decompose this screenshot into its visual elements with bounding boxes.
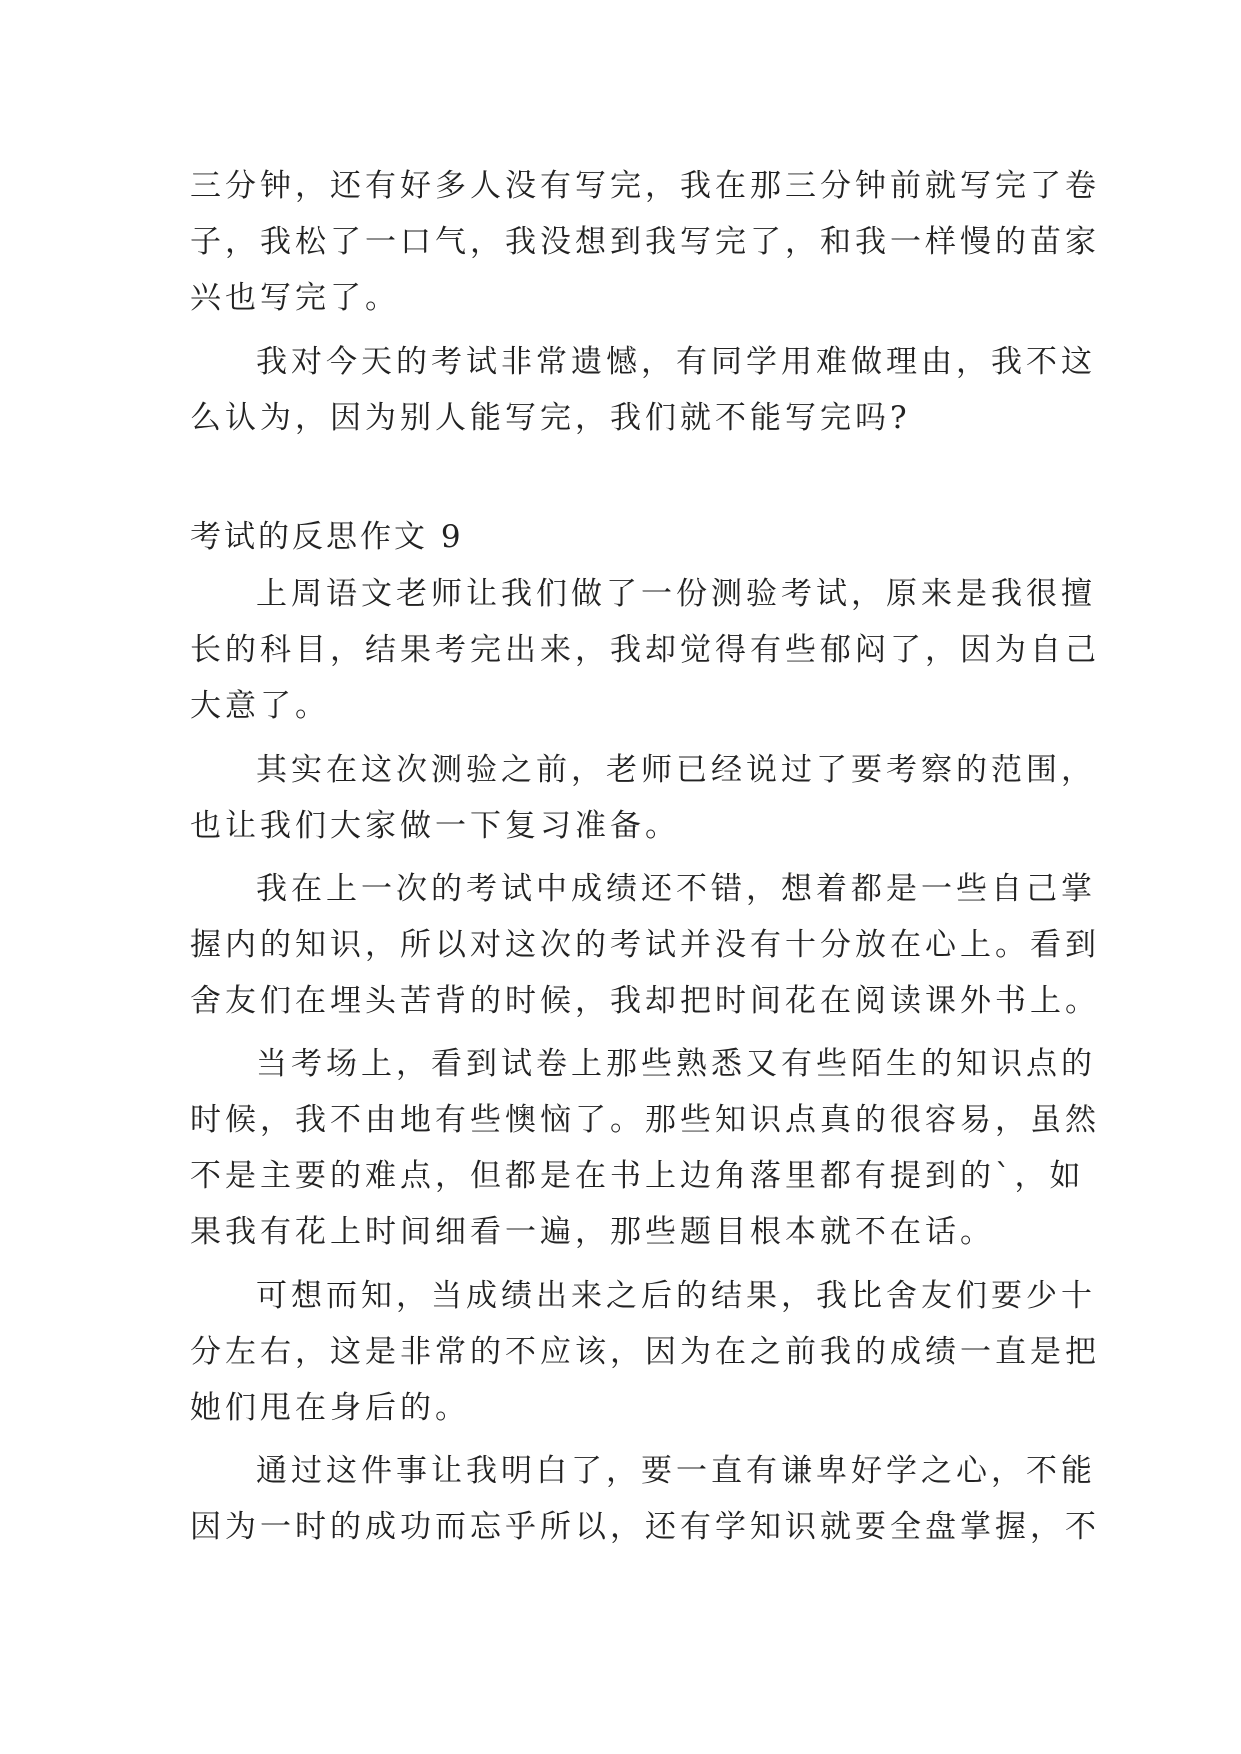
paragraph-5-line-1: 我在上一次的考试中成绩还不错，想着都是一些自己掌 — [256, 871, 1096, 907]
paragraph-1-line-1: 三分钟，还有好多人没有写完，我在那三分钟前就写完了卷 — [190, 168, 1100, 204]
paragraph-3-line-2: 长的科目，结果考完出来，我却觉得有些郁闷了，因为自己 — [190, 632, 1100, 668]
paragraph-4-line-2: 也让我们大家做一下复习准备。 — [190, 808, 680, 844]
paragraph-6-line-1: 当考场上，看到试卷上那些熟悉又有些陌生的知识点的 — [256, 1046, 1096, 1082]
paragraph-3-line-1: 上周语文老师让我们做了一份测验考试，原来是我很擅 — [256, 576, 1096, 612]
paragraph-7-line-3: 她们甩在身后的。 — [190, 1390, 470, 1426]
paragraph-1-line-3: 兴也写完了。 — [190, 280, 400, 316]
section-heading: 考试的反思作文 9 — [190, 519, 464, 555]
paragraph-8-line-2: 因为一时的成功而忘乎所以，还有学知识就要全盘掌握，不 — [190, 1509, 1100, 1545]
paragraph-6-line-2: 时候，我不由地有些懊恼了。那些知识点真的很容易，虽然 — [190, 1102, 1100, 1138]
paragraph-2-line-1: 我对今天的考试非常遗憾，有同学用难做理由，我不这 — [256, 344, 1096, 380]
paragraph-6-line-4: 果我有花上时间细看一遍，那些题目根本就不在话。 — [190, 1214, 995, 1250]
paragraph-8-line-1: 通过这件事让我明白了，要一直有谦卑好学之心，不能 — [256, 1453, 1096, 1489]
paragraph-1-line-2: 子，我松了一口气，我没想到我写完了，和我一样慢的苗家 — [190, 224, 1100, 260]
paragraph-7-line-2: 分左右，这是非常的不应该，因为在之前我的成绩一直是把 — [190, 1334, 1100, 1370]
paragraph-5-line-2: 握内的知识，所以对这次的考试并没有十分放在心上。看到 — [190, 927, 1100, 963]
paragraph-6-line-3: 不是主要的难点，但都是在书上边角落里都有提到的`，如 — [190, 1158, 1085, 1194]
paragraph-4-line-1: 其实在这次测验之前，老师已经说过了要考察的范围， — [256, 752, 1096, 788]
paragraph-2-line-2: 么认为，因为别人能写完，我们就不能写完吗? — [190, 400, 911, 436]
paragraph-3-line-3: 大意了。 — [190, 688, 330, 724]
paragraph-7-line-1: 可想而知，当成绩出来之后的结果，我比舍友们要少十 — [256, 1278, 1096, 1314]
paragraph-5-line-3: 舍友们在埋头苦背的时候，我却把时间花在阅读课外书上。 — [190, 983, 1100, 1019]
